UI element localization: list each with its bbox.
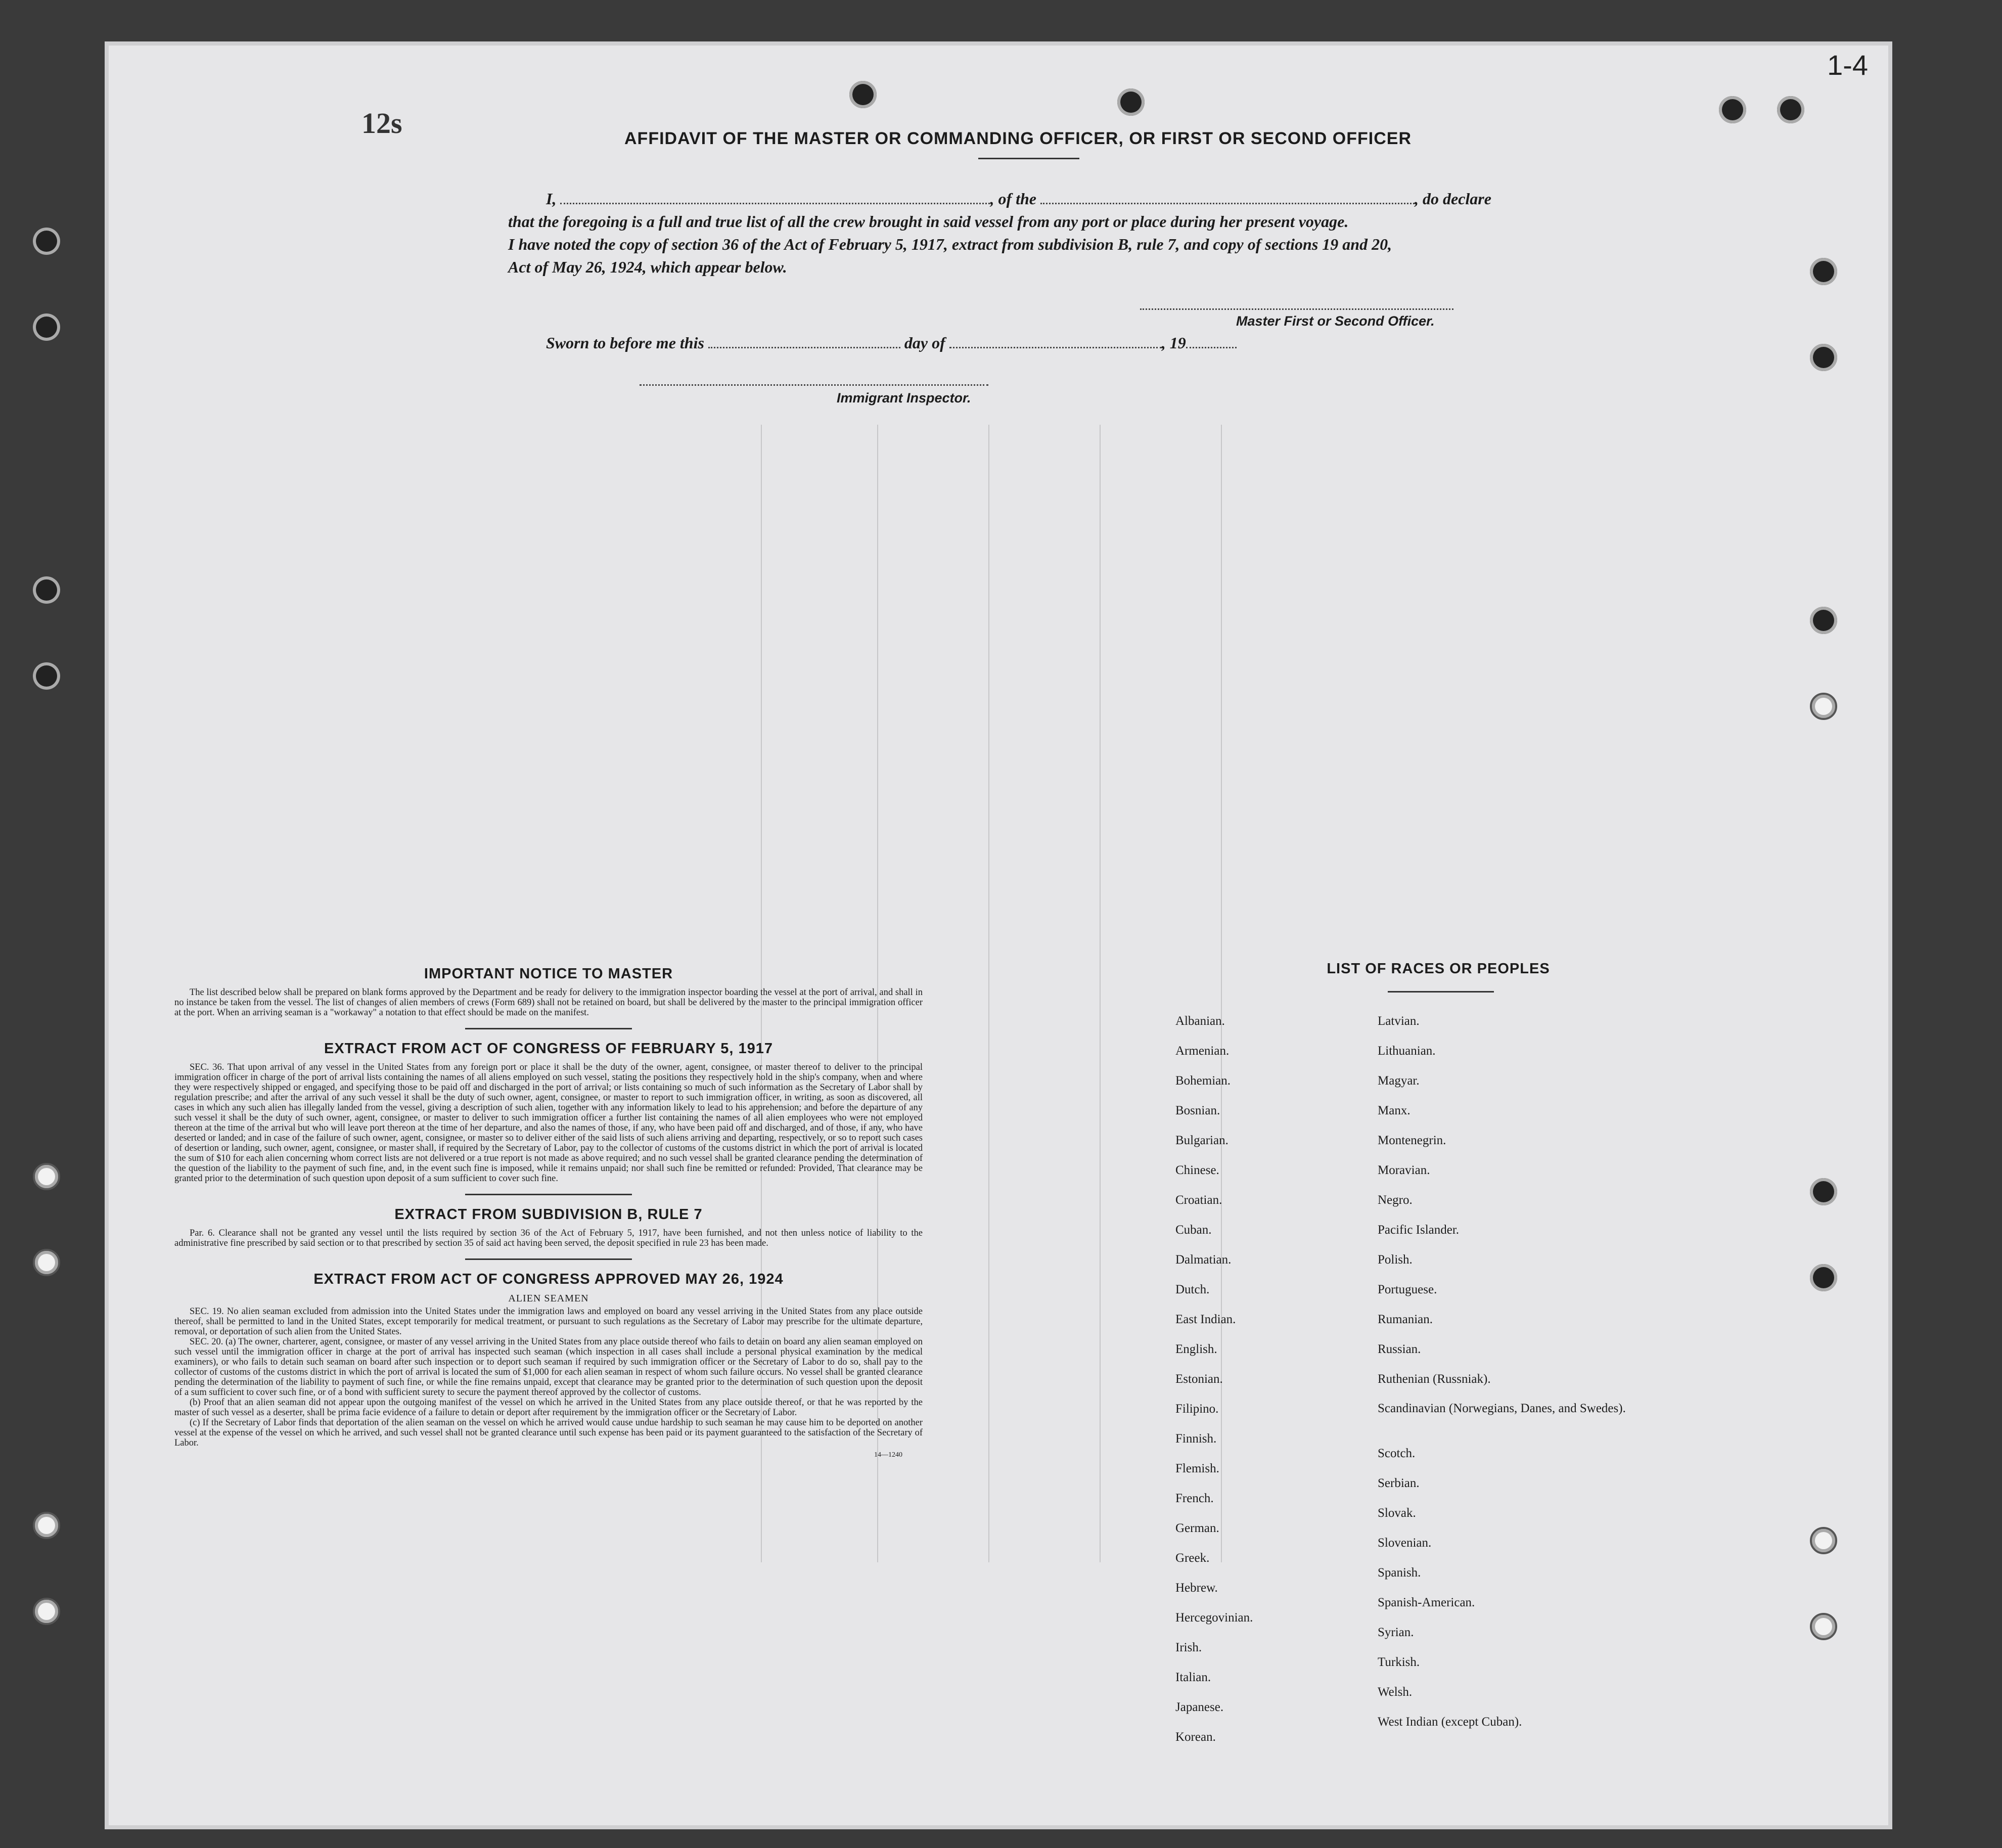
punch-hole <box>1719 96 1746 123</box>
notices-column <box>174 966 923 1459</box>
punch-hole <box>33 313 60 341</box>
declaration-declare: , do declare <box>1415 190 1491 208</box>
race-item: Spanish-American. <box>1378 1596 1475 1609</box>
race-item: French. <box>1175 1492 1214 1505</box>
punch-hole <box>33 662 60 690</box>
corner-note: 1-4 <box>1827 49 1868 81</box>
races-column-1 <box>1175 1006 1253 1752</box>
punch-hole <box>33 576 60 604</box>
race-item: Irish. <box>1175 1641 1202 1654</box>
race-item: German. <box>1175 1521 1219 1535</box>
sworn-line <box>546 334 1237 352</box>
race-item: Finnish. <box>1175 1432 1217 1446</box>
punch-hole <box>33 1163 60 1190</box>
race-item: Japanese. <box>1175 1700 1224 1714</box>
race-item: Greek. <box>1175 1551 1210 1565</box>
races-column-2 <box>1378 1006 1626 1737</box>
race-item: Estonian. <box>1175 1372 1223 1386</box>
title-rule <box>978 158 1079 159</box>
race-item: Ruthenian (Russniak). <box>1378 1372 1491 1386</box>
day-of-text: day of <box>904 334 945 352</box>
punch-hole <box>849 81 877 108</box>
race-item: Chinese. <box>1175 1163 1219 1177</box>
alien-seamen-heading: ALIEN SEAMEN <box>508 1293 589 1304</box>
declaration-i: I, <box>546 190 557 208</box>
master-label: Master First or Second Officer. <box>1236 313 1435 329</box>
race-item: Welsh. <box>1378 1685 1413 1699</box>
notice-text: The list described below shall be prepared on blank forms approved by the Department and be ready for delivery to the immigration inspector boarding the vessel at the port of arrival, and shall in no instance be taken from the vessel. The list of changes of alien members of crews (Form 689) shall not be retained on board, but shall be delivered by the master to the principal immigration officer at the port. When an arriving seaman is a "workaway" a notation to that effect should be made on the manifest. <box>174 987 923 1018</box>
race-item: Spanish. <box>1378 1566 1421 1580</box>
punch-hole <box>1810 1264 1837 1291</box>
race-item: Manx. <box>1378 1104 1410 1117</box>
sworn-day-field[interactable] <box>708 334 900 348</box>
race-item: West Indian (except Cuban). <box>1378 1715 1522 1729</box>
race-item: English. <box>1175 1342 1217 1356</box>
sec20c-text: (c) If the Secretary of Labor finds that deportation of the alien seaman on the vessel on which he arrived would cause undue hardship to such seaman he may cause him to be deported on another vessel at the expense of the vessel on which he arrived, and such vessel shall not be granted clearance until such expense has been paid or its payment guaranteed to the satisfaction of the Secretary of Labor. <box>174 1418 923 1448</box>
punch-hole <box>1810 1613 1837 1640</box>
race-item: Latvian. <box>1378 1014 1420 1028</box>
affidavit-title: AFFIDAVIT OF THE MASTER OR COMMANDING OFFICER, OR FIRST OR SECOND OFFICER <box>624 129 1412 148</box>
race-item: Syrian. <box>1378 1626 1414 1639</box>
race-item: Portuguese. <box>1378 1283 1437 1296</box>
races-rule <box>1388 991 1494 993</box>
race-item: Negro. <box>1378 1193 1413 1207</box>
punch-hole <box>1810 693 1837 720</box>
punch-hole <box>33 1249 60 1276</box>
sworn-text: Sworn to before me this <box>546 334 704 352</box>
race-item: Armenian. <box>1175 1044 1230 1058</box>
race-item: Turkish. <box>1378 1655 1420 1669</box>
race-item: Filipino. <box>1175 1402 1219 1416</box>
race-item: Hercegovinian. <box>1175 1611 1253 1625</box>
race-item: Slovak. <box>1378 1506 1416 1520</box>
race-item: Italian. <box>1175 1671 1211 1684</box>
sec19-text: SEC. 19. No alien seaman excluded from admission into the United States under the immigration laws and employed on board any vessel arriving in the United States from any place outside thereof, shall be permitted to land in the United States, except temporarily for medical treatment, or pursuant to such regulations as the Secretary of Labor may prescribe for the ultimate departure, removal, or deportation of such alien from the United States. <box>174 1306 923 1337</box>
race-item: Serbian. <box>1378 1476 1420 1490</box>
form-number: 14—1240 <box>874 1451 902 1459</box>
punch-hole <box>1810 1527 1837 1554</box>
race-item: Dalmatian. <box>1175 1253 1232 1267</box>
race-item: Bosnian. <box>1175 1104 1220 1117</box>
year-text: , 19 <box>1161 334 1186 352</box>
divider <box>465 1028 632 1029</box>
subdivision-text: Par. 6. Clearance shall not be granted any vessel until the lists required by section 36 of the Act of February 5, 1917, have been furnished, and not then unless notice of liability to the administrative fine prescribed by said section or to that prescribed by section 35 of said act having been served, the deposit specified in rule 23 has been made. <box>174 1228 923 1248</box>
punch-hole <box>33 228 60 255</box>
punch-hole <box>1777 96 1804 123</box>
notice-title: IMPORTANT NOTICE TO MASTER <box>424 966 673 982</box>
column-line <box>988 425 989 1562</box>
sec20b-text: (b) Proof that an alien seaman did not appear upon the outgoing manifest of the vessel on which he arrived in the United States from any place outside thereof, or that he was reported by the master of such vessel as a deserter, shall be prima facie evidence of a failure to detain or deport after requirement by the immigration officer or the Secretary of Labor. <box>174 1398 923 1418</box>
punch-hole <box>33 1598 60 1625</box>
extract-1917-text: SEC. 36. That upon arrival of any vessel in the United States from any foreign port or place it shall be the duty of the owner, agent, consignee, or master thereof to deliver to the principal immigration officer in charge of the port of arrival lists containing the names of all aliens employed on such vessel, stating the positions they respectively hold in the ship's company, when and where they were respectively shipped or engaged, and specifying those to be paid off and discharged in the port of arrival; or lists containing so much of such information as the Secretary of Labor shall by regulation prescribe; and after the arrival of any such vessel it shall be the duty of such owner, agent, consignee, or master to report to such immigration officer, in writing, as soon as discovered, all cases in which any such alien has illegally landed from the vessel, giving a description of such alien, together with any information likely to lead to his apprehension; and before the departure of any such vessel it shall be the duty of such owner, agent, consignee, or master to deliver to such immigration officer a further list containing the names of all alien employees who were not employed thereon at the time of the arrival but who will leave port thereon at the time of her departure, and also the names of those, if any, who have been paid off and discharged, and of those, if any, who have deserted or landed; and in case of the failure of such owner, agent, consignee, or master so to deliver either of the said lists of such aliens arriving and departing, respectively, or so to report such cases of desertion or landing, such owner, agent, consignee, or master shall, if required by the Secretary of Labor, pay to the collector of customs of the customs district in which the port of arrival is located the sum of $10 for each alien concerning whom correct lists are not delivered or a true report is not made as above required; and no such vessel shall be granted clearance pending the determination of the question of the liability to the payment of such fine, and, in the event such fine is imposed, while it remains unpaid; nor shall such fine be remitted or refunded: Provided, That clearance may be granted prior to the determination of such question upon deposit of a sum sufficient to cover such fine. <box>174 1062 923 1184</box>
race-item: Pacific Islander. <box>1378 1223 1460 1237</box>
race-item: Polish. <box>1378 1253 1413 1267</box>
race-item: Montenegrin. <box>1378 1134 1446 1147</box>
declaration-line-1 <box>546 190 1491 208</box>
subdivision-title: EXTRACT FROM SUBDIVISION B, RULE 7 <box>394 1206 703 1223</box>
race-item: Scotch. <box>1378 1447 1416 1460</box>
race-item: Korean. <box>1175 1730 1216 1744</box>
punch-hole <box>1810 607 1837 634</box>
race-item: Bohemian. <box>1175 1074 1231 1088</box>
divider <box>465 1194 632 1195</box>
punch-hole <box>1810 1178 1837 1205</box>
races-title: LIST OF RACES OR PEOPLES <box>1327 961 1550 977</box>
master-signature-line[interactable] <box>1140 308 1453 310</box>
race-item: Flemish. <box>1175 1462 1219 1475</box>
race-item: Hebrew. <box>1175 1581 1218 1595</box>
race-item: Rumanian. <box>1378 1313 1433 1326</box>
punch-hole <box>33 1512 60 1539</box>
race-item: Cuban. <box>1175 1223 1212 1237</box>
inspector-label: Immigrant Inspector. <box>837 390 971 405</box>
extract-1917-title: EXTRACT FROM ACT OF CONGRESS OF FEBRUARY 5, 1917 <box>324 1041 774 1057</box>
sworn-year-field[interactable] <box>1186 334 1237 348</box>
name-field[interactable] <box>560 190 990 204</box>
race-item: Moravian. <box>1378 1163 1430 1177</box>
race-item: East Indian. <box>1175 1313 1236 1326</box>
race-item: Dutch. <box>1175 1283 1210 1296</box>
race-item: Slovenian. <box>1378 1536 1432 1550</box>
page-number: 12s <box>361 107 402 140</box>
race-item: Bulgarian. <box>1175 1134 1228 1147</box>
punch-hole <box>1810 258 1837 285</box>
punch-hole <box>1810 344 1837 371</box>
race-item: Magyar. <box>1378 1074 1420 1088</box>
sworn-month-field[interactable] <box>949 334 1162 348</box>
declaration-line-3: I have noted the copy of section 36 of the Act of February 5, 1917, extract from subdivision B, rule 7, and copy of sections 19 and 20, <box>508 235 1392 253</box>
declaration-line-2: that the foregoing is a full and true list of all the crew brought in said vessel from any port or place during her present voyage. <box>508 212 1349 231</box>
race-item: Russian. <box>1378 1342 1421 1356</box>
sec20a-text: SEC. 20. (a) The owner, charterer, agent, consignee, or master of any vessel arriving in the United States from any place outside thereof who fails to detain on board any alien seaman employed on such vessel until the immigration officer in charge at the port of arrival has inspected such seaman (which inspection in all cases shall include a personal physical examination by the medical examiners), or who fails to detain such seaman on board after such inspection or to deport such seaman if required by such immigration officer or the Secretary of Labor to do so, shall pay to the collector of customs of the customs district in which the port of arrival is located the sum of $1,000 for each alien seaman in respect of whom such failure occurs. No vessel shall be granted clearance pending the determination of the liability to payment of such fine, or while the fine remains unpaid, except that clearance may be granted prior to the determination of such question upon the deposit of a sum sufficient to cover such fine, or of a bond with sufficient surety to secure the payment thereof approved by the collector of customs. <box>174 1337 923 1398</box>
race-item: Lithuanian. <box>1378 1044 1436 1058</box>
race-item: Scandinavian (Norwegians, Danes, and Swedes). <box>1378 1402 1626 1415</box>
punch-hole <box>1117 88 1145 116</box>
inspector-signature-line[interactable] <box>640 384 988 386</box>
declaration-of-the: , of the <box>990 190 1036 208</box>
extract-1924-title: EXTRACT FROM ACT OF CONGRESS APPROVED MAY 26, 1924 <box>313 1271 784 1287</box>
vessel-field[interactable] <box>1040 190 1415 204</box>
manifest-page <box>109 46 1888 1825</box>
race-item: Albanian. <box>1175 1014 1225 1028</box>
race-item: Croatian. <box>1175 1193 1222 1207</box>
declaration-line-4: Act of May 26, 1924, which appear below. <box>508 258 787 276</box>
column-line <box>1100 425 1101 1562</box>
divider <box>465 1258 632 1260</box>
